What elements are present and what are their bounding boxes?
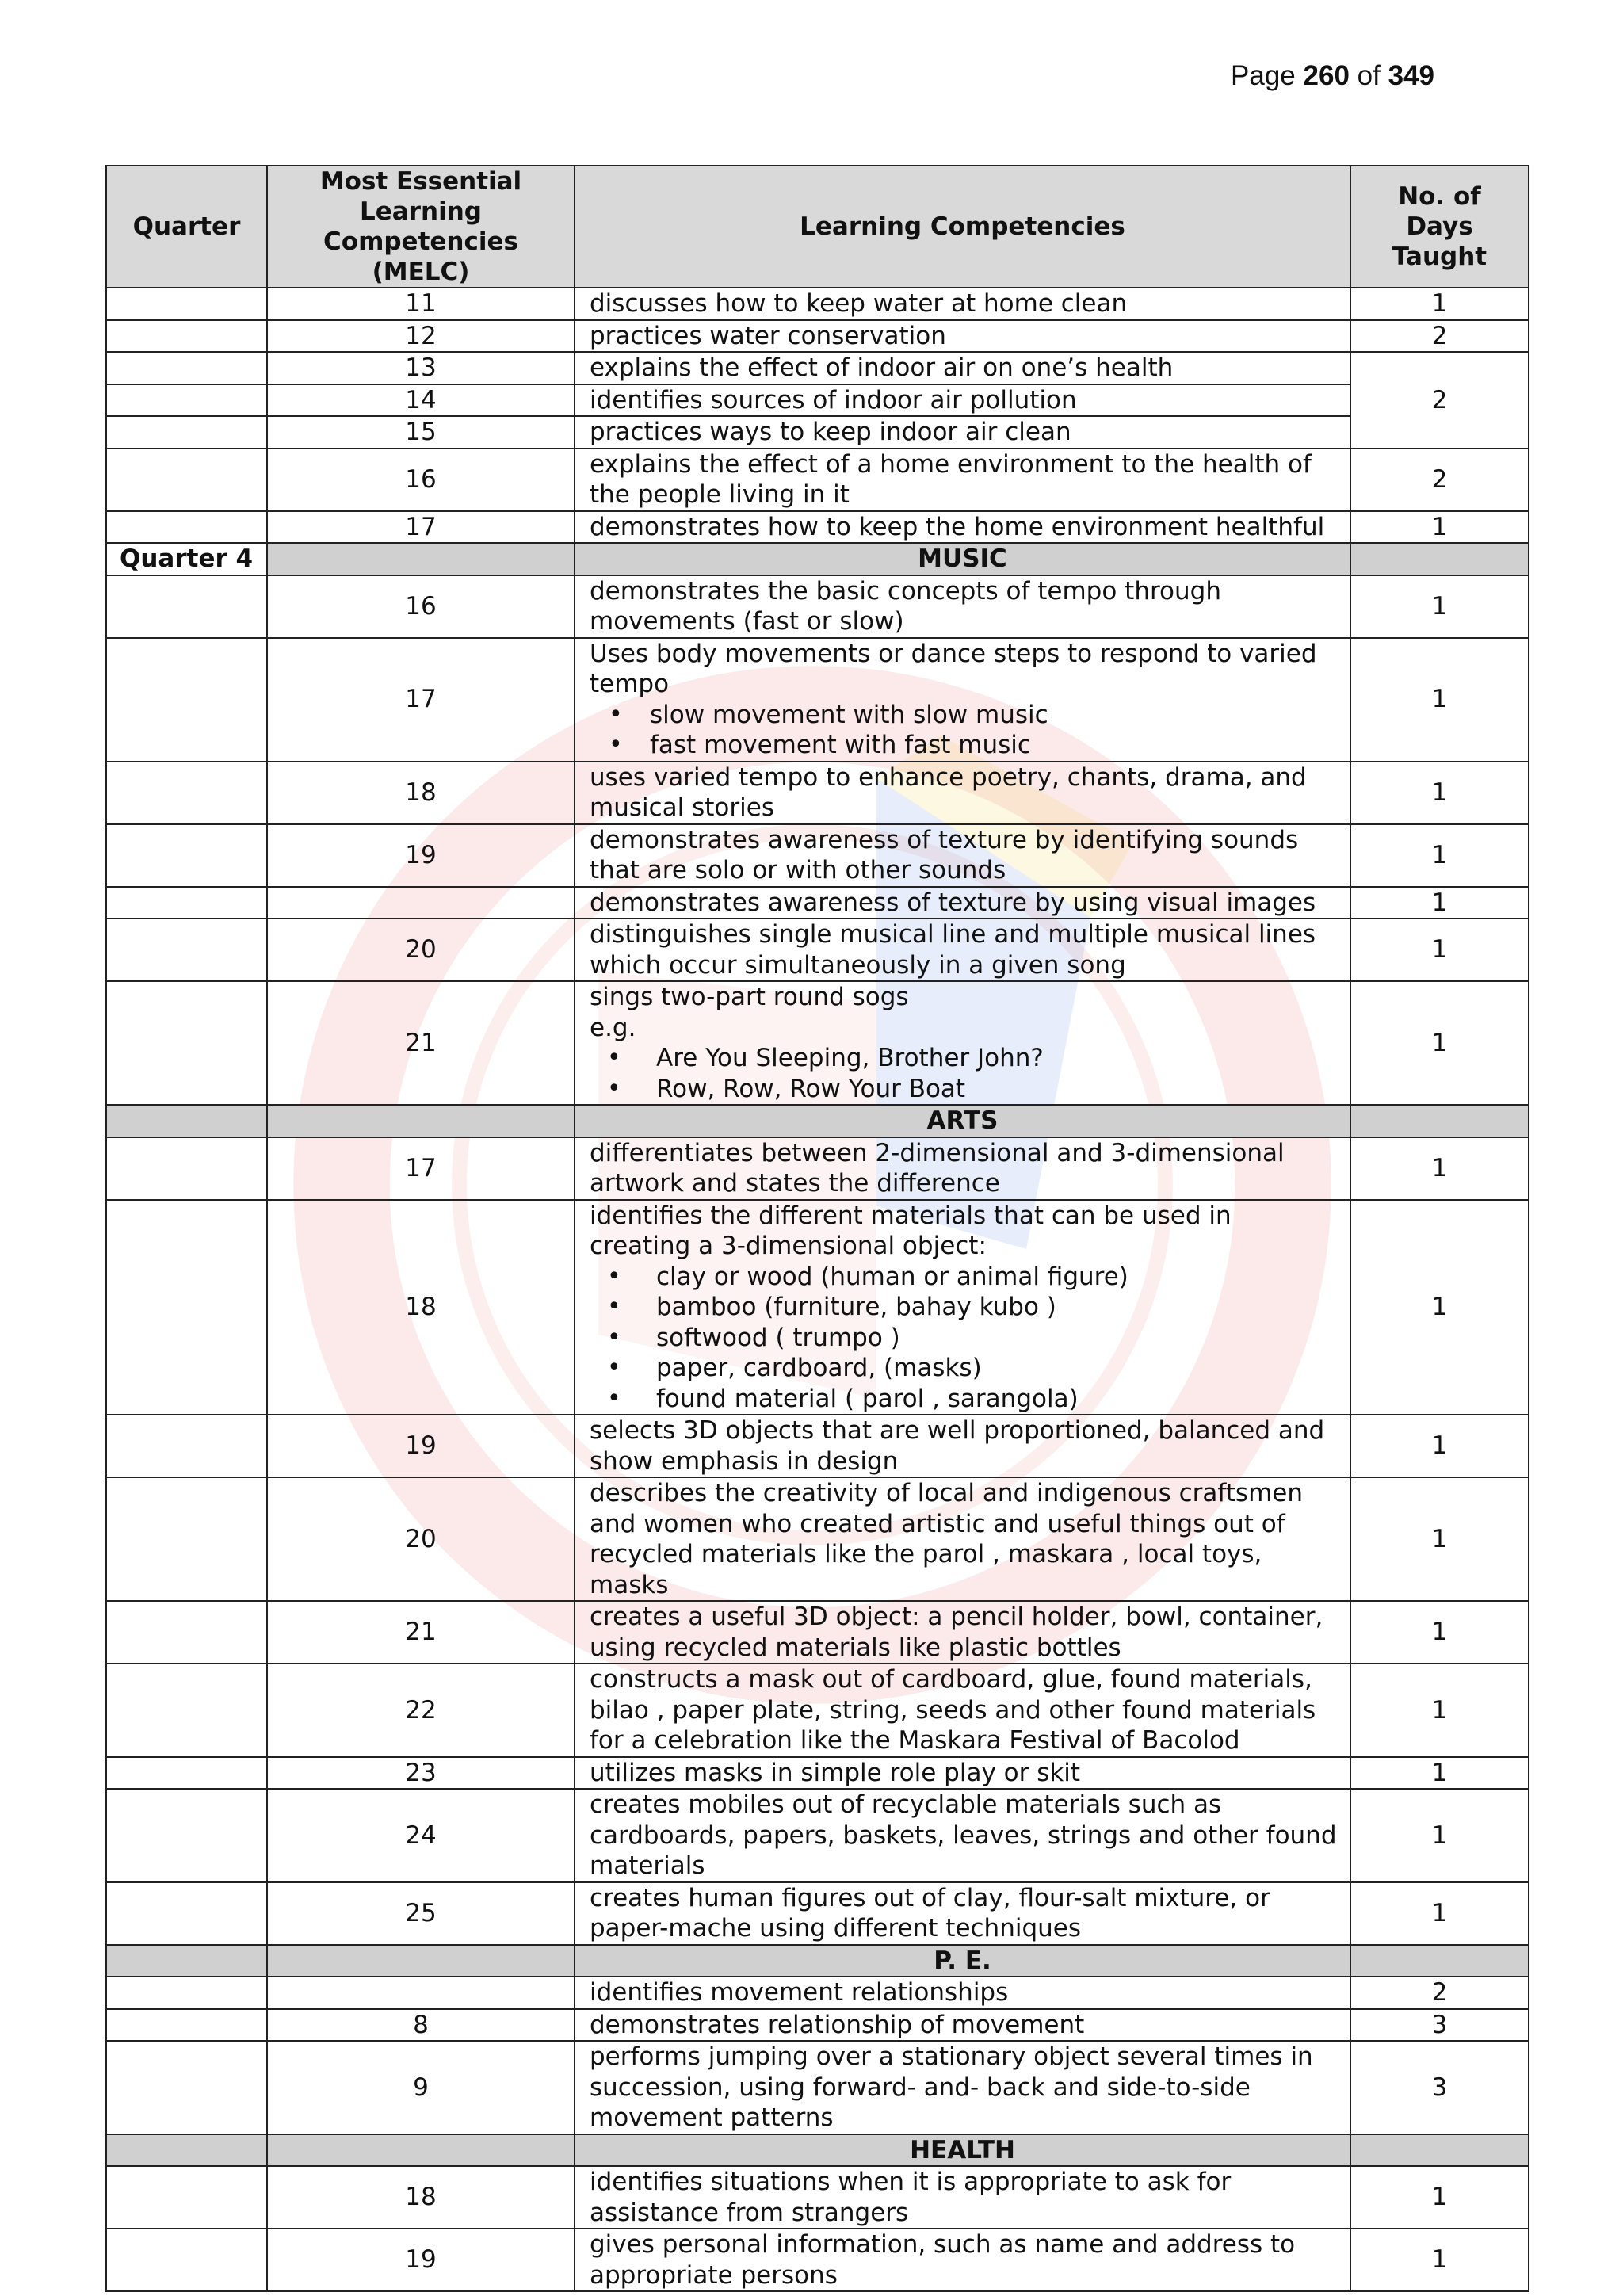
melc-number: 19 [267, 2229, 575, 2291]
melc-number: 19 [267, 824, 575, 887]
header-days: No. of Days Taught [1350, 166, 1529, 288]
quarter-cell [106, 352, 267, 384]
list-item: • found material ( parol , sarangola) [656, 1384, 1337, 1415]
table-row [106, 1601, 1529, 1664]
melc-number: 23 [267, 1757, 575, 1790]
melc-number: 21 [267, 981, 575, 1105]
quarter-cell [106, 1664, 267, 1757]
competency-text: sings two-part round sogs [590, 983, 909, 1011]
melc-number: 18 [267, 2166, 575, 2229]
table-header-row [106, 166, 1529, 288]
competency-text: explains the effect of indoor air on one’s health [575, 352, 1350, 384]
competency-text: practices water conservation [575, 320, 1350, 353]
days-value: 1 [1350, 288, 1529, 320]
days-value: 1 [1350, 1882, 1529, 1945]
section-spacer [267, 1945, 575, 1977]
days-value: 1 [1350, 762, 1529, 824]
competency-cell [575, 981, 1350, 1105]
days-value: 2 [1350, 1977, 1529, 2009]
days-value: 1 [1350, 1200, 1529, 1415]
melc-number: 20 [267, 1477, 575, 1601]
table-row [106, 2166, 1529, 2229]
days-value: 1 [1350, 1137, 1529, 1200]
header-melc: Most Essential Learning Competencies (MELC) [267, 166, 575, 288]
competency-text: uses varied tempo to enhance poetry, chants, drama, and musical stories [575, 762, 1350, 824]
table-row [106, 1882, 1529, 1945]
quarter-cell [106, 762, 267, 824]
competency-text: constructs a mask out of cardboard, glue, found materials, bilao , paper plate, string, seeds and other found materials for a celebration like the Maskara Festival of Bacolod [575, 1664, 1350, 1757]
section-spacer [1350, 1945, 1529, 1977]
quarter-cell [106, 1601, 267, 1664]
melc-number: 14 [267, 384, 575, 417]
table-row [106, 288, 1529, 320]
section-spacer [1350, 1105, 1529, 1137]
list-item: • clay or wood (human or animal figure) [656, 1262, 1337, 1293]
competency-text: demonstrates how to keep the home environment healthful [575, 511, 1350, 544]
section-spacer [267, 1105, 575, 1137]
days-value: 1 [1350, 981, 1529, 1105]
competency-text: creates a useful 3D object: a pencil holder, bowl, container, using recycled materials like plastic bottles [575, 1601, 1350, 1664]
section-spacer [267, 543, 575, 575]
section-title: P. E. [575, 1945, 1350, 1977]
competency-text: identifies movement relationships [575, 1977, 1350, 2009]
melc-number: 12 [267, 320, 575, 353]
quarter-cell [106, 824, 267, 887]
competency-text: performs jumping over a stationary object several times in succession, using forward- and- back and side-to-side movement patterns [575, 2041, 1350, 2134]
days-value: 1 [1350, 919, 1529, 981]
days-value: 2 [1350, 320, 1529, 353]
quarter-cell [106, 919, 267, 981]
competency-text: identifies the different materials that can be used in creating a 3-dimensional object: [590, 1201, 1232, 1260]
competency-text: discusses how to keep water at home clean [575, 288, 1350, 320]
days-value: 1 [1350, 1601, 1529, 1664]
quarter-cell [106, 1477, 267, 1601]
competency-text: demonstrates relationship of movement [575, 2009, 1350, 2042]
days-value: 1 [1350, 2166, 1529, 2229]
melc-number: 17 [267, 638, 575, 762]
table-row [106, 1200, 1529, 1415]
days-value: 3 [1350, 2041, 1529, 2134]
quarter-cell [106, 887, 267, 919]
table-row [106, 575, 1529, 638]
table-row [106, 1415, 1529, 1477]
table-row [106, 384, 1529, 417]
list-item: • bamboo (furniture, bahay kubo ) [656, 1292, 1337, 1323]
quarter-cell [106, 288, 267, 320]
section-row-health [106, 2134, 1529, 2167]
table-row [106, 638, 1529, 762]
quarter-cell [106, 2166, 267, 2229]
quarter-cell [106, 2009, 267, 2042]
quarter-cell [106, 1789, 267, 1882]
table-row [106, 2041, 1529, 2134]
melc-number: 13 [267, 352, 575, 384]
list-item: • Row, Row, Row Your Boat [656, 1074, 1337, 1105]
table-row [106, 887, 1529, 919]
quarter-cell [106, 638, 267, 762]
table-row [106, 762, 1529, 824]
competency-text: utilizes masks in simple role play or skit [575, 1757, 1350, 1790]
days-value: 2 [1350, 352, 1529, 449]
bullet-list [590, 700, 1337, 761]
table-row [106, 511, 1529, 544]
bullet-list [590, 1043, 1337, 1104]
quarter-cell [106, 2041, 267, 2134]
days-value: 1 [1350, 1664, 1529, 1757]
competency-text: creates human figures out of clay, flour-salt mixture, or paper-mache using different techniques [575, 1882, 1350, 1945]
table-row [106, 416, 1529, 449]
quarter-cell [106, 320, 267, 353]
melc-number: 11 [267, 288, 575, 320]
page-current: 260 [1303, 60, 1350, 91]
table-row [106, 2009, 1529, 2042]
competency-text: identifies situations when it is appropriate to ask for assistance from strangers [575, 2166, 1350, 2229]
header-quarter: Quarter [106, 166, 267, 288]
section-title: MUSIC [575, 543, 1350, 575]
melc-number: 17 [267, 1137, 575, 1200]
competency-text: demonstrates awareness of texture by using visual images [575, 887, 1350, 919]
quarter-cell [106, 2229, 267, 2291]
days-value: 1 [1350, 887, 1529, 919]
section-row-arts [106, 1105, 1529, 1137]
page-label: Page [1231, 60, 1296, 91]
page-total: 349 [1388, 60, 1434, 91]
page-of: of [1357, 60, 1381, 91]
days-value: 1 [1350, 824, 1529, 887]
competency-text: differentiates between 2-dimensional and 3-dimensional artwork and states the difference [575, 1137, 1350, 1200]
table-row [106, 919, 1529, 981]
days-value: 1 [1350, 1757, 1529, 1790]
competency-text: Uses body movements or dance steps to respond to varied tempo [590, 639, 1317, 698]
melc-number: 16 [267, 449, 575, 511]
quarter-cell [106, 1137, 267, 1200]
quarter-cell [106, 1200, 267, 1415]
table-row [106, 2229, 1529, 2291]
competency-cell [575, 1200, 1350, 1415]
list-item: • fast movement with fast music [650, 730, 1337, 761]
section-spacer [106, 1105, 267, 1137]
days-value: 1 [1350, 1789, 1529, 1882]
table-row [106, 1137, 1529, 1200]
table-row [106, 1977, 1529, 2009]
days-value: 1 [1350, 1415, 1529, 1477]
list-item: • slow movement with slow music [650, 700, 1337, 731]
melc-number: 21 [267, 1601, 575, 1664]
melc-number: 16 [267, 575, 575, 638]
melc-number: 9 [267, 2041, 575, 2134]
bullet-list [590, 1262, 1337, 1415]
competency-text: identifies sources of indoor air pollution [575, 384, 1350, 417]
days-value: 2 [1350, 449, 1529, 511]
days-value: 1 [1350, 575, 1529, 638]
section-spacer [1350, 2134, 1529, 2167]
section-spacer [106, 1945, 267, 1977]
quarter-cell [106, 511, 267, 544]
competency-text: explains the effect of a home environment to the health of the people living in it [575, 449, 1350, 511]
table-row [106, 352, 1529, 384]
header-competencies: Learning Competencies [575, 166, 1350, 288]
quarter-cell [106, 449, 267, 511]
table-row [106, 981, 1529, 1105]
section-row-music [106, 543, 1529, 575]
table-row [106, 1477, 1529, 1601]
competencies-table [105, 165, 1529, 2292]
quarter-cell [106, 981, 267, 1105]
section-spacer [1350, 543, 1529, 575]
competency-text: distinguishes single musical line and multiple musical lines which occur simultaneously in a given song [575, 919, 1350, 981]
section-row-pe [106, 1945, 1529, 1977]
table-row [106, 1789, 1529, 1882]
melc-number: 18 [267, 1200, 575, 1415]
list-item: • paper, cardboard, (masks) [656, 1353, 1337, 1384]
table-row [106, 449, 1529, 511]
page-number [1231, 60, 1434, 92]
days-value: 1 [1350, 2229, 1529, 2291]
competency-text-example: e.g. [590, 1013, 636, 1042]
competency-text: selects 3D objects that are well proportioned, balanced and show emphasis in design [575, 1415, 1350, 1477]
quarter-label: Quarter 4 [106, 543, 267, 575]
competency-text: describes the creativity of local and indigenous craftsmen and women who created artistic and useful things out of recycled materials like the parol , maskara , local toys, masks [575, 1477, 1350, 1601]
days-value: 1 [1350, 1477, 1529, 1601]
melc-number [267, 1977, 575, 2009]
melc-number: 18 [267, 762, 575, 824]
quarter-cell [106, 1757, 267, 1790]
days-value: 3 [1350, 2009, 1529, 2042]
list-item: • Are You Sleeping, Brother John? [656, 1043, 1337, 1074]
melc-number: 20 [267, 919, 575, 981]
melc-number [267, 887, 575, 919]
quarter-cell [106, 1415, 267, 1477]
table-row [106, 1664, 1529, 1757]
competency-text: creates mobiles out of recyclable materials such as cardboards, papers, baskets, leaves, strings and other found materials [575, 1789, 1350, 1882]
melc-number: 19 [267, 1415, 575, 1477]
table-row [106, 320, 1529, 353]
melc-number: 17 [267, 511, 575, 544]
competency-text: demonstrates the basic concepts of tempo through movements (fast or slow) [575, 575, 1350, 638]
melc-number: 22 [267, 1664, 575, 1757]
competency-text: demonstrates awareness of texture by identifying sounds that are solo or with other sounds [575, 824, 1350, 887]
quarter-cell [106, 575, 267, 638]
list-item: • softwood ( trumpo ) [656, 1323, 1337, 1354]
table-row [106, 1757, 1529, 1790]
quarter-cell [106, 1882, 267, 1945]
melc-number: 25 [267, 1882, 575, 1945]
days-value: 1 [1350, 638, 1529, 762]
melc-number: 24 [267, 1789, 575, 1882]
competency-text: gives personal information, such as name and address to appropriate persons [575, 2229, 1350, 2291]
competency-text: practices ways to keep indoor air clean [575, 416, 1350, 449]
melc-number: 8 [267, 2009, 575, 2042]
days-value: 1 [1350, 511, 1529, 544]
quarter-cell [106, 384, 267, 417]
section-title: ARTS [575, 1105, 1350, 1137]
table-row [106, 824, 1529, 887]
competency-cell [575, 638, 1350, 762]
melc-number: 15 [267, 416, 575, 449]
section-spacer [106, 2134, 267, 2167]
quarter-cell [106, 1977, 267, 2009]
quarter-cell [106, 416, 267, 449]
section-title: HEALTH [575, 2134, 1350, 2167]
section-spacer [267, 2134, 575, 2167]
